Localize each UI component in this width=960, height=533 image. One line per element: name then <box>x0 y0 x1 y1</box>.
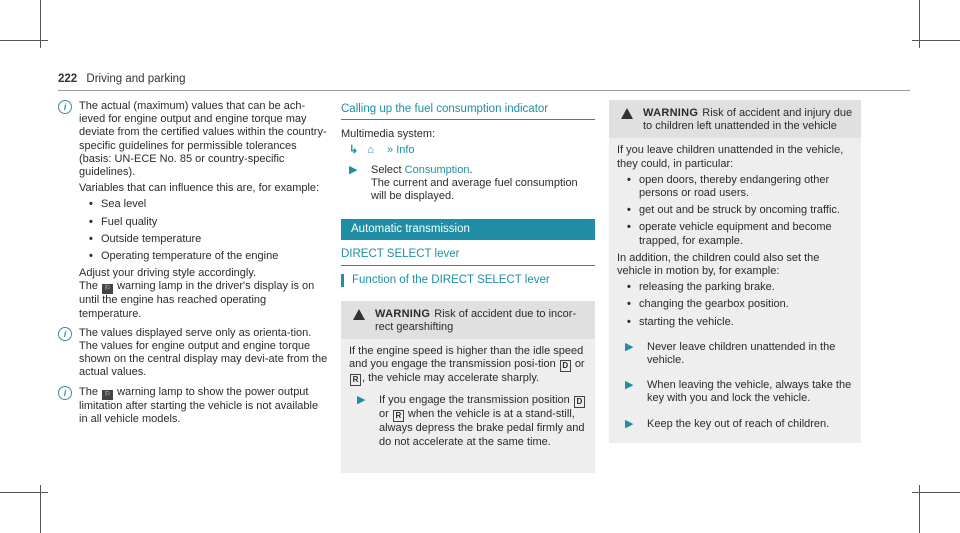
warning-step: ▶ If you engage the transmission position D or R when the vehicle is at a stand-still, always depress the brake pedal firmly and do not accelerate at the same time. <box>349 394 587 448</box>
note-2 <box>58 327 328 383</box>
step-arrow-icon: ▶ <box>357 394 366 407</box>
note-1 <box>58 100 328 324</box>
list-item: • starting the vehicle. <box>617 316 853 329</box>
crop-mark <box>0 492 48 493</box>
step-arrow-icon: ▶ <box>625 417 634 430</box>
list-item: • open doors, thereby endangering other persons or road users. <box>617 174 853 200</box>
info-icon: i <box>58 100 72 114</box>
adjust-text: Adjust your driving style accordingly. The ⚐ warning lamp in the driver's display is on until the engine has reached operating temperature. <box>79 267 315 320</box>
warning-step: ▶ When leaving the vehicle, always take the key with you and lock the vehicle. <box>617 379 853 405</box>
return-arrow-icon: ↳ <box>349 144 359 157</box>
note-text: The values displayed serve only as orienta-tion. The values for engine output and engine torque shown on the central display may devi-ate from the actual values. <box>79 326 328 379</box>
list-item: • Fuel quality <box>79 216 328 229</box>
list-item: • Sea level <box>79 198 328 211</box>
multimedia-label: Multimedia system: <box>341 128 436 141</box>
info-icon: i <box>58 327 72 341</box>
column-1 <box>58 100 328 432</box>
step-arrow-icon: ▶ <box>625 340 634 353</box>
forward-icon: » <box>387 144 394 157</box>
risk-list <box>617 174 853 248</box>
warning-header: WARNING Risk of accident and injury due to children left unattended in the vehicle <box>609 100 861 138</box>
list-item: • releasing the parking brake. <box>617 281 853 294</box>
list-item: • operate vehicle equipment and become trapped, for example. <box>617 221 853 247</box>
chapter-banner: Automatic transmission <box>341 219 595 240</box>
note-text: The ⚐ warning lamp to show the power output limitation after starting the vehicle is not available in all vehicle models. <box>79 385 319 425</box>
menu-path <box>341 144 595 157</box>
key-r-icon: R <box>393 410 404 422</box>
step-arrow-icon: ▶ <box>625 379 634 392</box>
header-divider <box>58 90 910 91</box>
warning-intro-2: In addition, the children could also set the vehicle in motion by, for example: <box>617 251 820 278</box>
warning-paragraph: If the engine speed is higher than the idle speed and you engage the transmission posi-tion D or R , the vehicle may accelerate sharply. <box>349 345 585 385</box>
key-r-icon: R <box>350 374 361 386</box>
motion-list <box>617 281 853 329</box>
section-title: Calling up the fuel consumption indicator <box>341 103 595 120</box>
step-arrow-icon: ▶ <box>349 163 358 176</box>
info-icon: i <box>58 386 72 400</box>
warning-intro: If you leave children unattended in the vehicle, they could, in particular: <box>617 144 844 170</box>
warning-header: WARNING Risk of accident due to incor-rect gearshifting <box>341 301 595 339</box>
sub-title: DIRECT SELECT lever <box>341 248 595 265</box>
warning-box <box>609 100 861 443</box>
home-icon: ⌂ <box>367 144 374 157</box>
crop-mark <box>912 40 960 41</box>
list-item: • changing the gearbox position. <box>617 298 853 311</box>
section-name: Driving and parking <box>86 73 186 85</box>
page-header <box>58 73 185 85</box>
list-item: • get out and be struck by oncoming traffic. <box>617 204 853 217</box>
variables-intro: Variables that can influence this are, for example: <box>79 182 320 195</box>
crop-mark <box>912 492 960 493</box>
list-item: • Outside temperature <box>79 233 328 246</box>
key-d-icon: D <box>574 396 585 408</box>
column-3 <box>609 100 861 443</box>
step-select: ▶ Select Consumption. The current and average fuel consumption will be displayed. <box>341 164 595 204</box>
warning-box <box>341 301 595 473</box>
note-text: The actual (maximum) values that can be ach-ieved for engine output and engine torque may deviate from the certified values within the country-specific guidelines for permissible tolerances (basis: UN-ECE No. 85 or country-specific guidelines). <box>79 100 327 179</box>
warning-lamp-icon: ⚐ <box>102 284 113 294</box>
warning-triangle-icon <box>353 309 365 320</box>
crop-mark <box>0 40 48 41</box>
warning-body <box>609 138 861 442</box>
warning-step: ▶ Keep the key out of reach of children. <box>617 418 853 431</box>
consumption-link[interactable]: Consumption <box>404 163 470 176</box>
warning-step: ▶ Never leave children unattended in the vehicle. <box>617 341 853 367</box>
list-item: • Operating temperature of the engine <box>79 250 328 263</box>
column-2 <box>341 100 595 473</box>
page-number: 222 <box>58 73 78 85</box>
warning-body <box>341 339 595 461</box>
path-info: Info <box>396 144 415 157</box>
note-3 <box>58 386 328 429</box>
warning-lamp-icon: ⚐ <box>102 390 113 400</box>
warning-triangle-icon <box>621 108 633 119</box>
key-d-icon: D <box>560 360 571 372</box>
variables-list <box>79 198 328 263</box>
step-result: The current and average fuel consumption will be displayed. <box>371 176 578 203</box>
sub-heading: Function of the DIRECT SELECT lever <box>341 274 595 287</box>
